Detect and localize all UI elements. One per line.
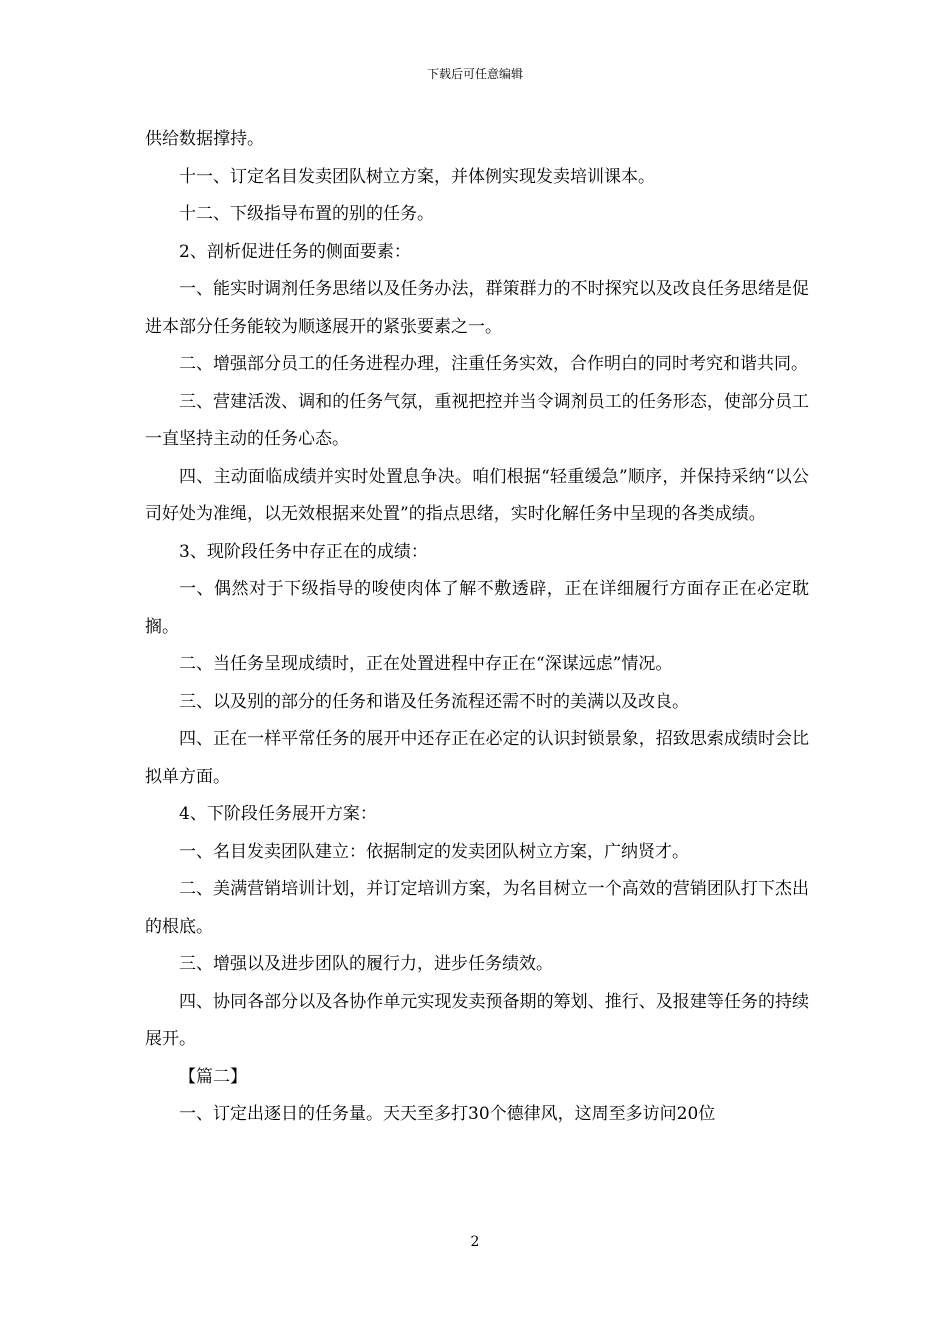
paragraph: 三、营建活泼、调和的任务气氛，重视把控并当令调剂员工的任务形态，使部分员工一直坚持主动的任务心态。 [145, 391, 809, 449]
section-heading: 2、剖析促进任务的侧面要素： [179, 241, 411, 262]
page-number: 2 [470, 1234, 480, 1250]
paragraph: 一、订定出逐日的任务量。天天至多打30个德律风，这周至多访问20位 [179, 1104, 716, 1124]
paragraph: 二、美满营销培训计划，并订定培训方案，为名目树立一个高效的营销团队打下杰出的根底。 [145, 879, 809, 937]
paragraph: 一、能实时调剂任务思绪以及任务办法，群策群力的不时探究以及改良任务思绪是促进本部分任务能较为顺遂展开的紧张要素之一。 [145, 279, 809, 337]
paragraph: 四、主动面临成绩并实时处置息争决。咱们根据“轻重缓急”顺序，并保持采纳“以公司好处为准绳，以无效根据来处置”的指点思绪，实时化解任务中呈现的各类成绩。 [145, 466, 809, 524]
paragraph: 二、增强部分员工的任务进程办理，注重任务实效，合作明白的同时考究和谐共同。 [179, 354, 808, 374]
section-heading: 3、现阶段任务中存正在的成绩： [179, 541, 428, 562]
page-header: 下载后可任意编辑 [426, 67, 523, 81]
paragraph: 四、正在一样平常任务的展开中还存正在必定的认识封锁景象，招致思索成绩时会比拟单方面。 [145, 729, 809, 787]
paragraph: 四、协同各部分以及各协作单元实现发卖预备期的筹划、推行、及报建等任务的持续展开。 [145, 991, 809, 1049]
paragraph: 三、以及别的部分的任务和谐及任务流程还需不时的美满以及改良。 [179, 691, 689, 712]
paragraph: 十一、订定名目发卖团队树立方案，并体例实现发卖培训课本。 [179, 166, 655, 187]
document-body [145, 121, 809, 1134]
paragraph: 十二、下级指导布置的别的任务。 [179, 204, 434, 224]
paragraph: 一、偶然对于下级指导的唆使肉体了解不敷透辟，正在详细履行方面存正在必定耽搁。 [145, 579, 809, 637]
paragraph: 三、增强以及进步团队的履行力，进步任务绩效。 [179, 954, 553, 974]
paragraph: 一、名目发卖团队建立：依据制定的发卖团队树立方案，广纳贤才。 [179, 841, 689, 862]
paragraph: 二、当任务呈现成绩时，正在处置进程中存正在“深谋远虑”情况。 [179, 654, 673, 674]
section-heading: 4、下阶段任务展开方案： [179, 804, 377, 824]
paragraph: 供给数据撑持。 [145, 129, 264, 149]
section-heading: 【篇二】 [179, 1066, 247, 1087]
